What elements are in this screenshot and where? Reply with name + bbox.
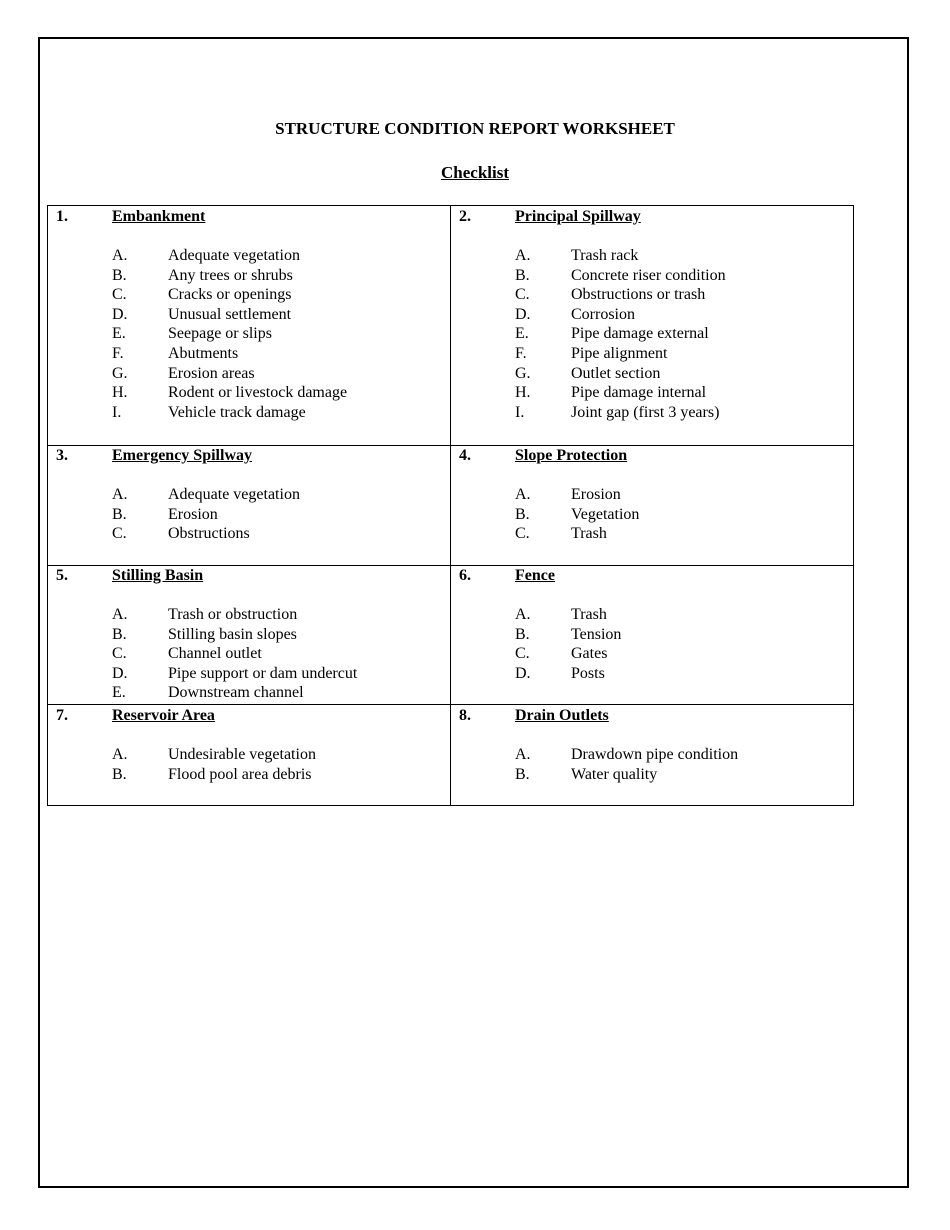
item-text: Pipe damage internal	[571, 384, 707, 402]
item-text: Any trees or shrubs	[168, 266, 293, 284]
item-text: Adequate vegetation	[168, 486, 300, 503]
item-letter: H.	[515, 384, 531, 402]
item-letter: I.	[112, 403, 122, 421]
section-heading: Stilling Basin	[112, 567, 204, 584]
section-number: 5.	[56, 567, 68, 584]
item-letter: A.	[515, 606, 531, 623]
item-text: Trash or obstruction	[168, 606, 298, 623]
item-letter: B.	[112, 625, 127, 643]
item-letter: G.	[112, 364, 128, 382]
item-text: Obstructions	[168, 525, 250, 543]
item-letter: C.	[112, 525, 127, 543]
item-letter: A.	[515, 746, 531, 763]
column-divider	[450, 206, 451, 805]
section-number: 4.	[459, 447, 471, 464]
item-letter: A.	[112, 746, 128, 763]
item-text: Gates	[571, 645, 608, 663]
item-letter: C.	[515, 645, 530, 663]
item-letter: E.	[112, 325, 126, 343]
item-letter: B.	[515, 266, 530, 284]
section-heading: Principal Spillway	[515, 208, 641, 225]
section-heading: Embankment	[112, 208, 206, 225]
item-text: Unusual settlement	[168, 305, 292, 323]
item-text: Pipe damage external	[571, 325, 709, 343]
item-letter: F.	[515, 344, 527, 362]
item-text: Erosion	[571, 486, 621, 503]
item-text: Concrete riser condition	[571, 266, 726, 284]
item-letter: B.	[515, 765, 530, 783]
row-divider	[48, 704, 853, 705]
section-number: 2.	[459, 208, 471, 225]
item-letter: A.	[112, 247, 128, 264]
item-text: Drawdown pipe condition	[571, 746, 739, 763]
item-text: Erosion areas	[168, 364, 255, 382]
item-text: Erosion	[168, 505, 218, 523]
page-subtitle: Checklist	[441, 163, 509, 182]
item-text: Trash	[571, 525, 607, 543]
item-text: Trash	[571, 606, 607, 623]
item-letter: C.	[515, 286, 530, 304]
item-text: Pipe support or dam undercut	[168, 664, 358, 682]
item-text: Pipe alignment	[571, 344, 668, 362]
item-text: Water quality	[571, 765, 658, 783]
section-number: 3.	[56, 447, 68, 464]
item-text: Seepage or slips	[168, 325, 272, 343]
item-letter: D.	[112, 305, 128, 323]
item-text: Rodent or livestock damage	[168, 384, 348, 402]
item-text: Downstream channel	[168, 684, 304, 702]
item-letter: A.	[515, 486, 531, 503]
item-letter: I.	[515, 403, 525, 421]
item-letter: G.	[515, 364, 531, 382]
item-letter: C.	[112, 645, 127, 663]
item-letter: A.	[112, 606, 128, 623]
item-letter: B.	[112, 505, 127, 523]
item-text: Outlet section	[571, 364, 661, 382]
item-letter: B.	[515, 625, 530, 643]
section-heading: Reservoir Area	[112, 707, 215, 724]
item-letter: B.	[112, 266, 127, 284]
section-heading: Slope Protection	[515, 447, 628, 464]
item-letter: H.	[112, 384, 128, 402]
section-heading: Fence	[515, 567, 555, 584]
section-number: 6.	[459, 567, 471, 584]
item-letter: D.	[515, 664, 531, 682]
item-letter: B.	[515, 505, 530, 523]
item-text: Obstructions or trash	[571, 286, 706, 304]
item-text: Undesirable vegetation	[168, 746, 316, 763]
item-letter: F.	[112, 344, 124, 362]
item-letter: C.	[112, 286, 127, 304]
item-letter: A.	[112, 486, 128, 503]
section-heading: Drain Outlets	[515, 707, 609, 724]
item-text: Flood pool area debris	[168, 765, 312, 783]
item-letter: A.	[515, 247, 531, 264]
item-text: Vegetation	[571, 505, 640, 523]
item-text: Joint gap (first 3 years)	[571, 403, 720, 421]
item-text: Stilling basin slopes	[168, 625, 297, 643]
item-text: Vehicle track damage	[168, 403, 306, 421]
item-text: Channel outlet	[168, 645, 262, 663]
item-letter: D.	[112, 664, 128, 682]
section-number: 1.	[56, 208, 68, 225]
item-text: Abutments	[168, 344, 239, 362]
page-title: STRUCTURE CONDITION REPORT WORKSHEET	[275, 119, 675, 138]
item-text: Tension	[571, 625, 622, 643]
item-text: Adequate vegetation	[168, 247, 300, 264]
item-letter: C.	[515, 525, 530, 543]
item-text: Posts	[571, 664, 605, 682]
item-letter: D.	[515, 305, 531, 323]
item-text: Corrosion	[571, 305, 635, 323]
section-number: 7.	[56, 707, 68, 724]
section-number: 8.	[459, 707, 471, 724]
checklist-table	[47, 205, 854, 806]
section-heading: Emergency Spillway	[112, 447, 252, 464]
item-letter: E.	[112, 684, 126, 702]
item-text: Cracks or openings	[168, 286, 292, 304]
item-text: Trash rack	[571, 247, 639, 264]
item-letter: E.	[515, 325, 529, 343]
item-letter: B.	[112, 765, 127, 783]
